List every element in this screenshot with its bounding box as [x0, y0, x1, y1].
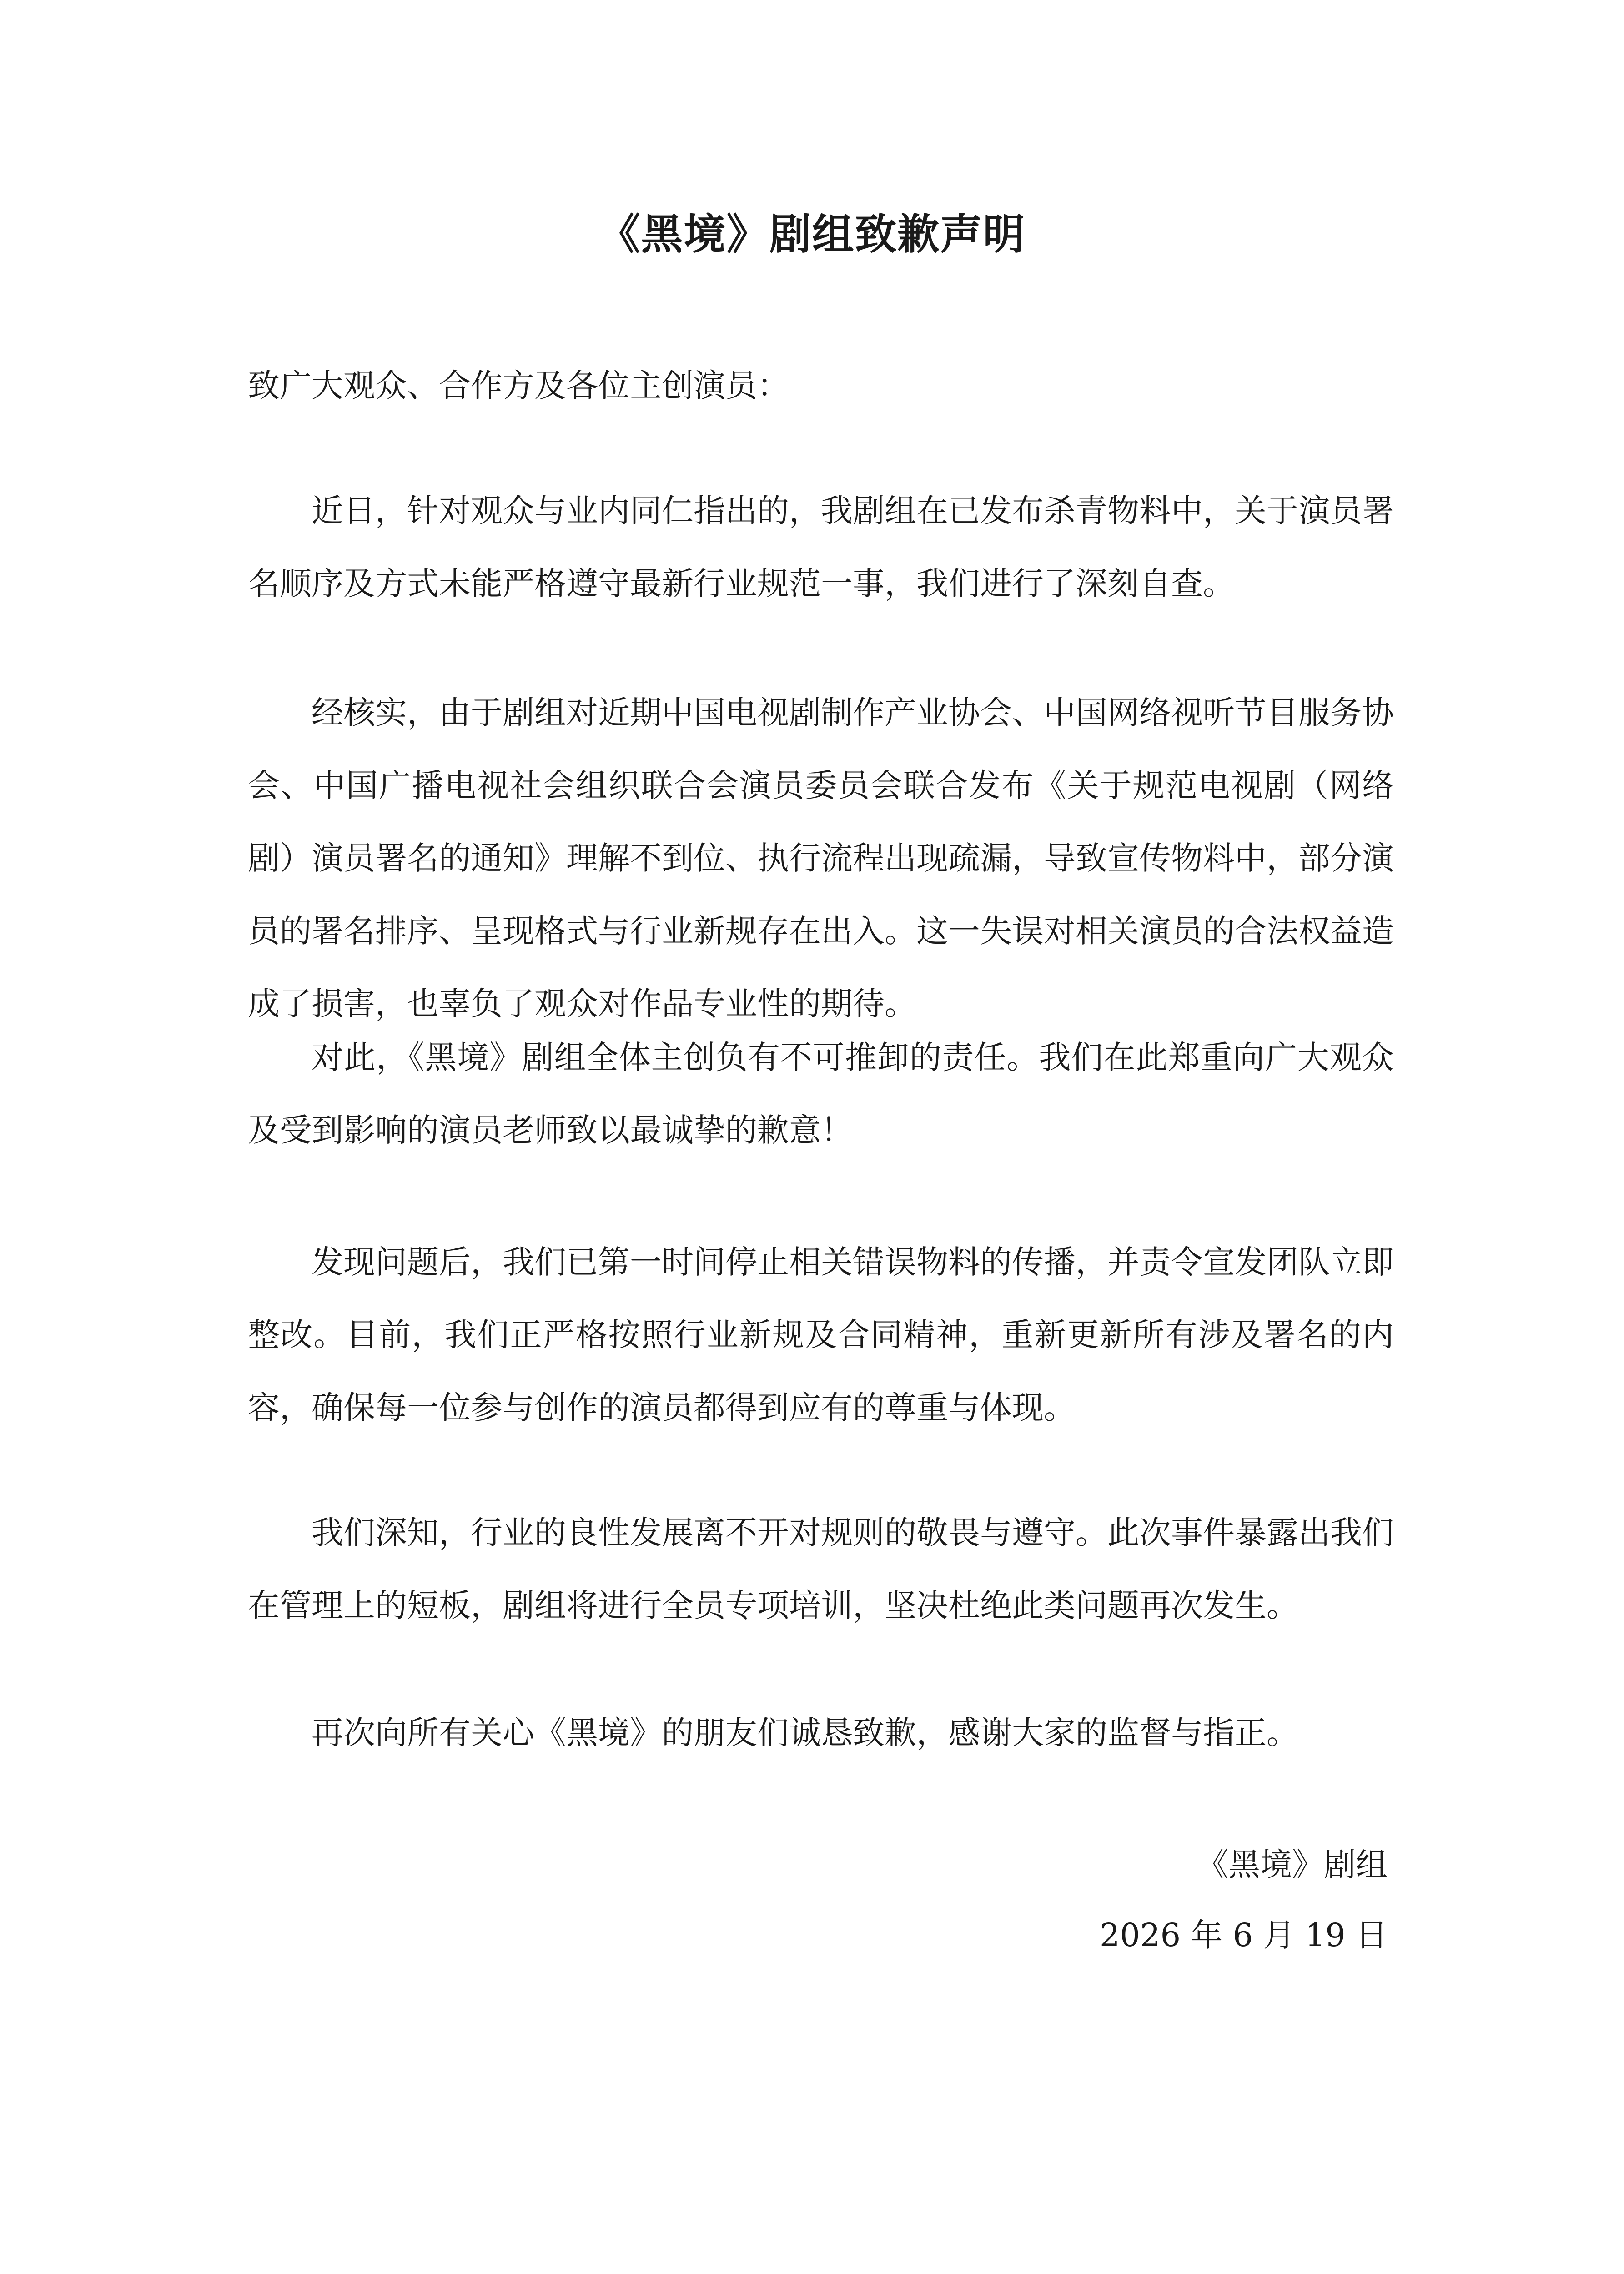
signature-organization: 《黑境》剧组 — [1197, 1846, 1388, 1883]
signature-date: 2026 年 6 月 19 日 — [1099, 1917, 1388, 1954]
paragraph-1: 近日，针对观众与业内同仁指出的，我剧组在已发布杀青物料中，关于演员署名顺序及方式未能严格遵守最新行业规范一事，我们进行了深刻自查。 — [248, 492, 1394, 602]
salutation: 致广大观众、合作方及各位主创演员： — [248, 367, 789, 404]
paragraph-5: 我们深知，行业的良性发展离不开对规则的敬畏与遵守。此次事件暴露出我们在管理上的短板，剧组将进行全员专项培训，坚决杜绝此类问题再次发生。 — [248, 1514, 1394, 1624]
paragraph-2: 经核实，由于剧组对近期中国电视剧制作产业协会、中国网络视听节目服务协会、中国广播电视社会组织联合会演员委员会联合发布《关于规范电视剧（网络剧）演员署名的通知》理解不到位、执行流程出现疏漏，导致宣传物料中，部分演员的署名排序、呈现格式与行业新规存在出入。这一失误对相关演员的合法权益造成了损害，也辜负了观众对作品专业性的期待。 — [248, 694, 1394, 1022]
document-title: 《黑境》剧组致歉声明 — [598, 210, 1026, 259]
paragraph-6: 再次向所有关心《黑境》的朋友们诚恳致歉，感谢大家的监督与指正。 — [312, 1714, 1298, 1751]
paragraph-3: 对此，《黑境》剧组全体主创负有不可推卸的责任。我们在此郑重向广大观众及受到影响的演员老师致以最诚挚的歉意！ — [248, 1039, 1394, 1149]
paragraph-4: 发现问题后，我们已第一时间停止相关错误物料的传播，并责令宣发团队立即整改。目前，我们正严格按照行业新规及合同精神，重新更新所有涉及署名的内容，确保每一位参与创作的演员都得到应有的尊重与体现。 — [248, 1243, 1394, 1426]
